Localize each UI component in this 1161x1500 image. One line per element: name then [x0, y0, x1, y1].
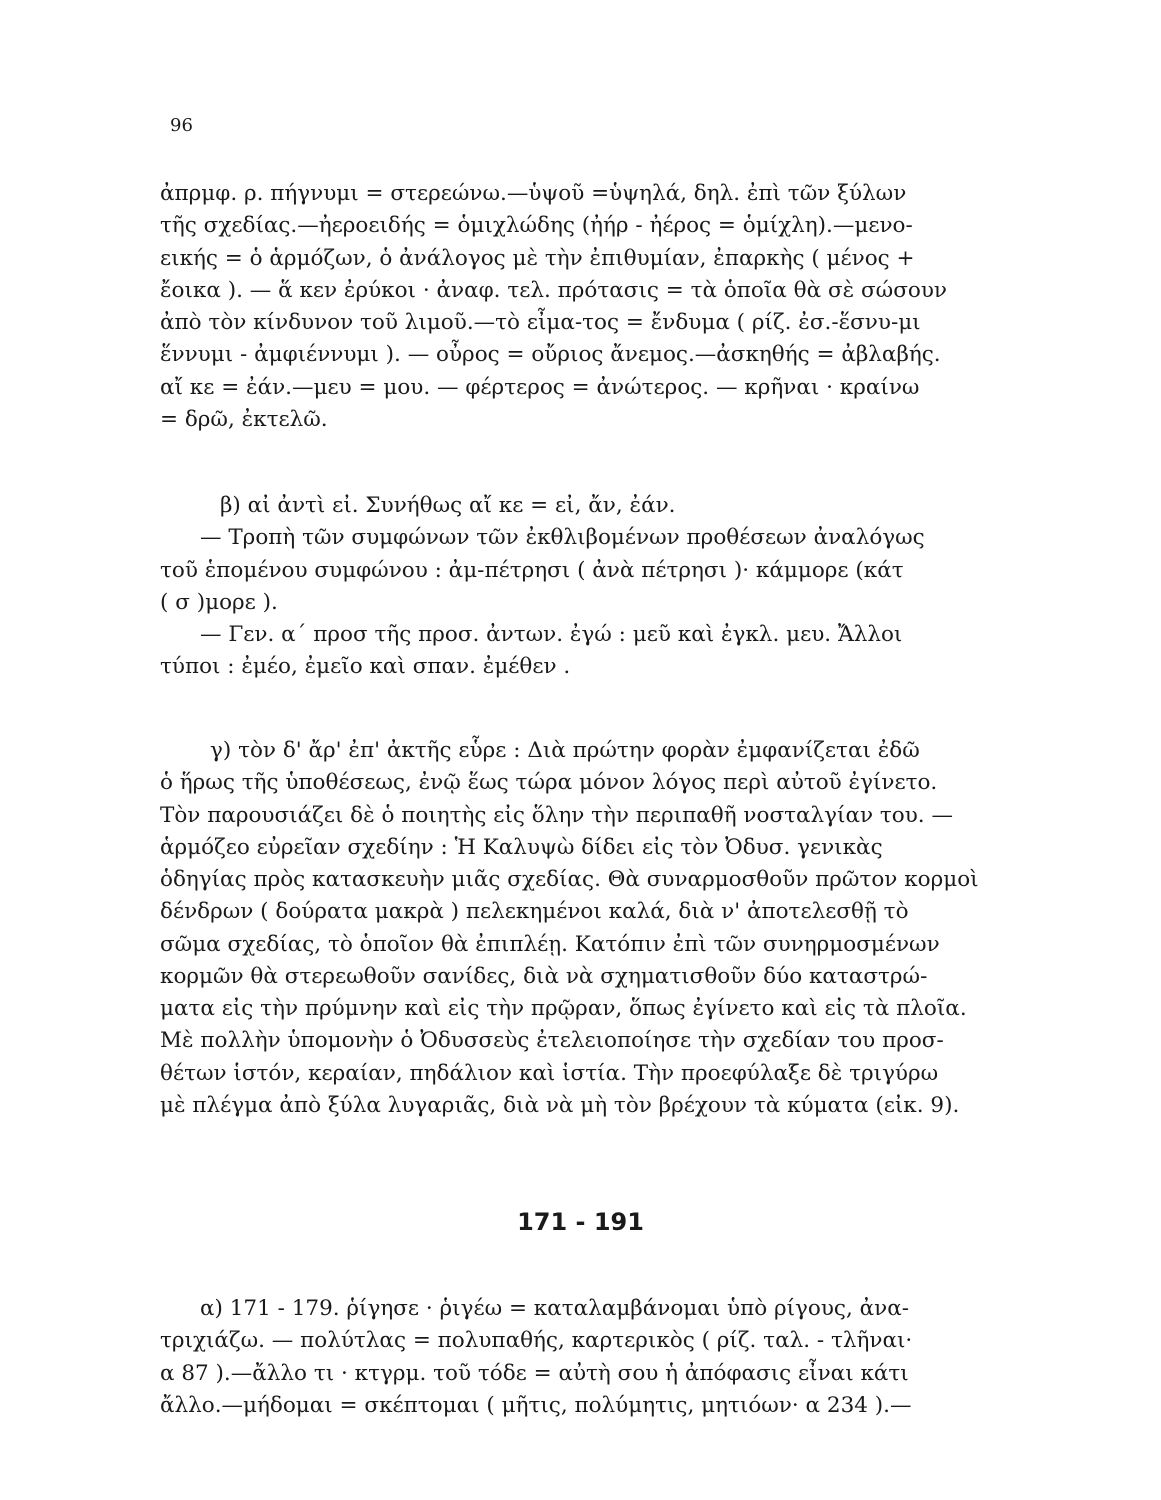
- text-line: ὁ ἥρως τῆς ὑποθέσεως, ἐνῷ ἕως τώρα μόνον λόγος περὶ αὐτοῦ ἐγίνετο.: [160, 770, 938, 796]
- text-line: β) αἰ ἀντὶ εἰ. Συνήθως αἴ κε = εἰ, ἄν, ἐάν.: [220, 493, 676, 518]
- text-line: κορμῶν θὰ στερεωθοῦν σανίδες, διὰ νὰ σχηματισθοῦν δύο καταστρώ-: [160, 963, 928, 989]
- section-alpha: [160, 1293, 1080, 1422]
- text-line: ἀπρμφ. ρ. πήγνυμι = στερεώνω.—ὑψοῦ =ὑψηλά, δηλ. ἐπὶ τῶν ξύλων: [160, 181, 907, 206]
- text-line: τοῦ ἑπομένου συμφώνου : ἀμ-πέτρησι ( ἀνὰ πέτρησι )· κάμμορε (κάτ: [160, 557, 904, 583]
- text-line: α) 171 - 179. ῥίγησε · ῥιγέω = καταλαμβάνομαι ὑπὸ ρίγους, ἀνα-: [200, 1296, 910, 1321]
- text-line: Μὲ πολλὴν ὑπομονὴν ὁ Ὀδυσσεὺς ἐτελειοποίησε τὴν σχεδίαν του προσ-: [160, 1028, 944, 1054]
- text-line: = δρῶ, ἐκτελῶ.: [160, 406, 328, 432]
- text-line: αἴ κε = ἐάν.—μευ = μου. — φέρτερος = ἀνώτερος. — κρῆναι · κραίνω: [160, 374, 920, 400]
- text-line: θέτων ἱστόν, κεραίαν, πηδάλιον καὶ ἱστία. Τὴν προεφύλαξε δὲ τριγύρω: [160, 1060, 939, 1086]
- text-line: — Τροπὴ τῶν συμφώνων τῶν ἐκθλιβομένων προθέσεων ἀναλόγως: [200, 525, 925, 551]
- text-line: ματα εἰς τὴν πρύμνην καὶ εἰς τὴν πρῷραν, ὅπως ἐγίνετο καὶ εἰς τὰ πλοῖα.: [160, 996, 967, 1021]
- glossary-paragraph: [160, 178, 1080, 436]
- page-number: 96: [170, 115, 193, 136]
- text-line: α 87 ).—ἄλλο τι · κτγρμ. τοῦ τόδε = αὐτὴ σου ἡ ἀπόφασις εἶναι κάτι: [160, 1360, 909, 1386]
- section-beta: [160, 490, 1080, 684]
- section-gamma: [160, 735, 1080, 1122]
- text-line: ἀπὸ τὸν κίνδυνον τοῦ λιμοῦ.—τὸ εἶμα-τος = ἔνδυμα ( ρίζ. ἐσ.-ἕσνυ-μι: [160, 310, 921, 335]
- text-line: ἔοικα ). — ἅ κεν ἐρύκοι · ἀναφ. τελ. πρότασις = τὰ ὁποῖα θὰ σὲ σώσουν: [160, 277, 947, 303]
- text-line: δένδρων ( δούρατα μακρὰ ) πελεκημένοι καλά, διὰ ν' ἀποτελεσθῇ τὸ: [160, 899, 909, 925]
- text-line: εικής = ὁ ἁρμόζων, ὁ ἀνάλογος μὲ τὴν ἐπιθυμίαν, ἐπαρκὴς ( μένος +: [160, 245, 915, 271]
- text-line: τύποι : ἐμέο, ἐμεῖο καὶ σπαν. ἐμέθεν .: [160, 654, 571, 680]
- section-heading: 171 - 191: [517, 1208, 644, 1236]
- text-line: ἕννυμι - ἀμφιέννυμι ). — οὖρος = οὔριος ἄνεμος.—ἀσκηθής = ἀβλαβής.: [160, 342, 941, 368]
- text-line: ὁδηγίας πρὸς κατασκευὴν μιᾶς σχεδίας. Θὰ συναρμοσθοῦν πρῶτον κορμοὶ: [160, 867, 979, 892]
- text-line: γ) τὸν δ' ἄρ' ἐπ' ἀκτῆς εὗρε : Διὰ πρώτην φορὰν ἐμφανίζεται ἐδῶ: [210, 738, 920, 763]
- text-line: ( σ )μορε ).: [160, 589, 278, 615]
- text-line: Τὸν παρουσιάζει δὲ ὁ ποιητὴς εἰς ὅλην τὴν περιπαθῆ νοσταλγίαν του. —: [160, 802, 953, 828]
- text-line: σῶμα σχεδίας, τὸ ὁποῖον θὰ ἐπιπλέῃ. Κατόπιν ἐπὶ τῶν συνηρμοσμένων: [160, 931, 940, 957]
- text-line: ἁρμόζεο εὐρεῖαν σχεδίην : Ἡ Καλυψὼ δίδει εἰς τὸν Ὀδυσ. γενικὰς: [160, 834, 883, 860]
- text-line: ἄλλο.—μήδομαι = σκέπτομαι ( μῆτις, πολύμητις, μητιόων· α 234 ).—: [160, 1392, 912, 1418]
- text-line: τῆς σχεδίας.—ἠεροειδής = ὁμιχλώδης (ἠήρ - ἠέρος = ὁμίχλη).—μενο-: [160, 213, 913, 239]
- text-line: τριχιάζω. — πολύτλας = πολυπαθής, καρτερικὸς ( ρίζ. ταλ. - τλῆναι·: [160, 1328, 913, 1354]
- text-line: μὲ πλέγμα ἀπὸ ξύλα λυγαριᾶς, διὰ νὰ μὴ τὸν βρέχουν τὰ κύματα (εἰκ. 9).: [160, 1092, 960, 1118]
- text-line: — Γεν. α΄ προσ τῆς προσ. ἀντων. ἐγώ : μεῦ καὶ ἐγκλ. μευ. Ἄλλοι: [200, 622, 903, 647]
